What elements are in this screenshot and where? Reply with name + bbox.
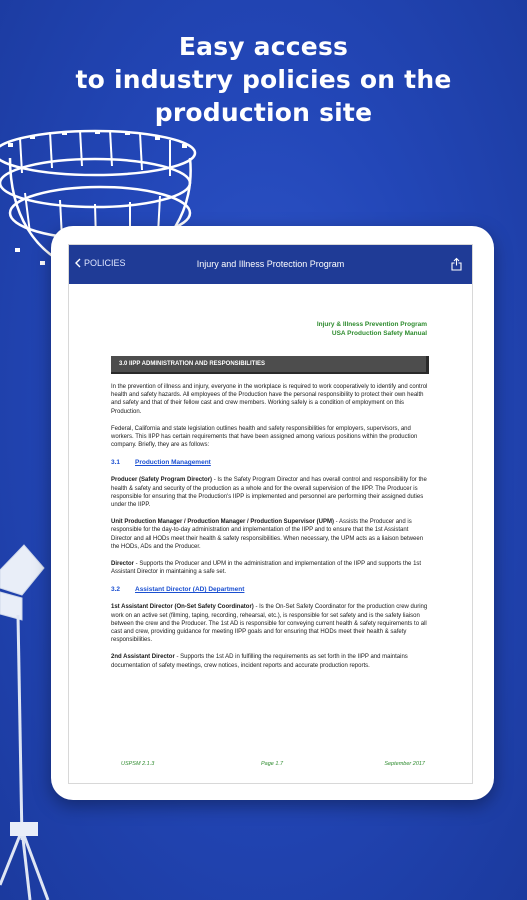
second-ad-title: 2nd Assistant Director [111, 654, 175, 661]
subsection-3-1 [111, 459, 429, 467]
producer-title: Producer (Safety Program Director) [111, 477, 213, 484]
headline-line-3: production site [154, 98, 373, 127]
second-ad-paragraph [111, 653, 429, 669]
first-ad-text: - Is the On-Set Safety Coordinator for the production crew during work on an active set (filming, taping, recording, rehearsal, etc.), is responsible for set safety and is the safety liaison between the crew and the Producer. The 1st AD is responsible for conveying current health & safety requirements to all cast and crew, providing guidance for meeting IIPP goals and for ensuring that HODs meet their health & safety responsibilities. [111, 604, 428, 644]
nav-bar [69, 245, 472, 284]
back-label: POLICIES [84, 258, 126, 268]
document-footer [121, 761, 425, 771]
document-page [111, 281, 429, 670]
subsection-number: 3.1 [111, 459, 121, 467]
app-screen [68, 244, 473, 784]
subsection-label: Assistant Director (AD) Department [135, 586, 245, 594]
share-icon [451, 257, 462, 271]
page-title: Injury and Illness Protection Program [196, 259, 345, 269]
producer-text: - Is the Safety Program Director and has overall control and responsibility for the health & safety and security of the production as a whole and for the overall supervision of the IIPP. The Producer is responsible for ensuring that the Production's IIPP is implemented and personnel are performing their assigned duties under the IIPP. [111, 477, 427, 509]
producer-paragraph [111, 476, 429, 509]
director-title: Director [111, 561, 135, 568]
doc-header-line-1: Injury & Illness Prevention Program [316, 321, 427, 328]
director-paragraph [111, 560, 429, 576]
headline-line-1: Easy access [178, 32, 349, 61]
second-ad-text: - Supports the 1st AD in fulfilling the requirements as set forth in the IIPP and maintains documentation of safety meetings, crew notices, incident reports and accurate production reports. [111, 654, 408, 669]
subsection-label: Production Management [135, 459, 211, 467]
footer-date: September 2017 [384, 761, 425, 767]
upm-text: - Assists the Producer and is responsible for the day-to-day administration and implementation of the IIPP and to ensure that the 1st Assistant Director and all HODs meet their health & safety responsibilities. When necessary, the UPM acts as a liaison between the HODs, ADs and the Producer. [111, 519, 424, 550]
footer-doc-id: USPSM 2.1.3 [121, 761, 155, 767]
first-ad-title: 1st Assistant Director (On-Set Safety Coordinator) [111, 604, 254, 611]
doc-header-line-2: USA Production Safety Manual [331, 329, 427, 337]
share-button[interactable] [451, 257, 462, 276]
upm-paragraph [111, 518, 429, 551]
director-text: - Supports the Producer and UPM in the administration and implementation of the IIPP and supports the 1st Assistant Director in maintaining a safe set. [111, 561, 422, 576]
subsection-3-2 [111, 586, 429, 594]
subsection-number: 3.2 [111, 586, 121, 594]
intro-paragraph-2: Federal, California and state legislation outlines health and safety responsibilities for employers, supervisors, and workers. This IIPP has certain requirements that have been assigned among various positions within the production company. Briefly, they are as follows: [111, 425, 418, 449]
upm-title: Unit Production Manager / Production Manager / Production Supervisor (UPM) [111, 519, 335, 526]
document-header [111, 321, 427, 338]
headline-line-2: to industry policies on the [75, 65, 452, 94]
first-ad-paragraph [111, 603, 429, 644]
headline [0, 30, 527, 129]
footer-page-number: Page 1.7 [261, 761, 284, 767]
section-title: 3.0 IIPP ADMINISTRATION AND RESPONSIBILITIES [111, 356, 429, 374]
intro-paragraph-1: In the prevention of illness and injury, everyone in the workplace is required to work cooperatively to identify and control health and safety hazards. All employees of the Production have the personal responsibility to protect their own health and safety and that of their fellow cast and crew members. Working safely is a condition of employment on this Production. [111, 384, 428, 415]
